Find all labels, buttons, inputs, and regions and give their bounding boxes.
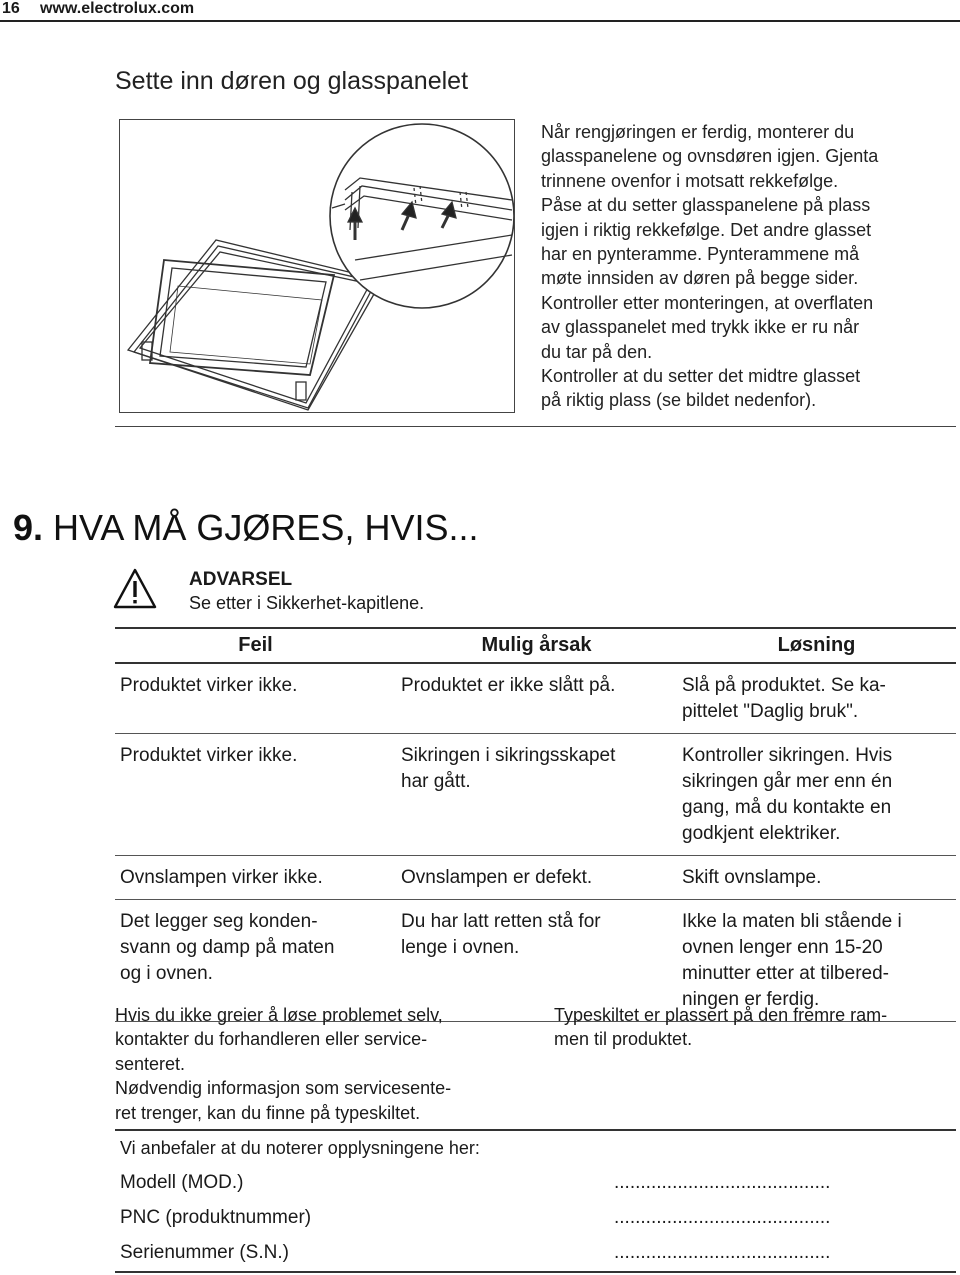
solution-text-line: Slå på produktet. Se ka-	[682, 675, 886, 696]
oven-door-glass-illustration	[119, 119, 515, 413]
intro-text-line: Kontroller at du setter det midtre glasset	[541, 366, 861, 387]
header-divider	[0, 20, 960, 22]
door-diagram-drawing	[120, 120, 514, 412]
intro-text-line: igjen i riktig rekkefølge. Det andre glasset	[541, 219, 872, 240]
intro-text-line: møte innsiden av døren på begge sider.	[541, 268, 859, 289]
rating-plate-text	[554, 1003, 954, 1052]
record-heading: Vi anbefaler at du noterer opplysningene her:	[120, 1138, 480, 1158]
record-box-bottom-rule	[115, 1271, 956, 1273]
intro-text-line: Påse at du setter glasspanelene på plass	[541, 195, 871, 216]
solution-cell	[677, 856, 956, 900]
intro-text-line: av glasspanelet med trykk ikke er ru når	[541, 317, 860, 338]
contact-left-line: Hvis du ikke greier å løse problemet selv,	[115, 1005, 443, 1025]
solution-text-line: godkjent elektriker.	[682, 823, 841, 844]
page-number: 16	[2, 0, 20, 17]
fault-text-line: svann og damp på maten	[120, 937, 335, 958]
contact-left-line: kontakter du forhandleren eller service-	[115, 1029, 428, 1050]
solution-text-line: Ikke la maten bli stående i	[682, 911, 902, 932]
cause-text-line: Sikringen i sikringsskapet	[401, 745, 616, 766]
section-divider	[115, 426, 956, 427]
cause-text-line: Du har latt retten stå for	[401, 911, 601, 932]
cause-text-line: lenge i ovnen.	[401, 937, 520, 958]
intro-text-line: har en pynteramme. Pynterammene må	[541, 244, 860, 265]
record-field-blank: .........................................	[614, 1242, 831, 1263]
fault-cell	[115, 663, 396, 734]
contact-right-line: Typeskiltet er plassert på den fremre ram-	[554, 1005, 888, 1025]
solution-text-line: sikringen går mer enn én	[682, 771, 893, 792]
solution-text-line: pittelet "Daglig bruk".	[682, 701, 859, 722]
solution-text-line: minutter etter at tilbered-	[682, 963, 889, 984]
intro-text-line: glasspanelene og ovnsdøren igjen. Gjenta	[541, 146, 879, 167]
record-field-blank: .........................................	[614, 1172, 831, 1193]
cause-text-line: Ovnslampen er defekt.	[401, 867, 593, 888]
cause-text-line: har gått.	[401, 771, 471, 792]
solution-text-line: Skift ovnslampe.	[682, 867, 822, 888]
cause-text-line: Produktet er ikke slått på.	[401, 675, 616, 696]
warning-triangle-icon	[113, 567, 157, 611]
fault-text-line: Produktet virker ikke.	[120, 675, 298, 696]
table-row	[115, 856, 956, 900]
solution-text-line: gang, må du kontakte en	[682, 797, 892, 818]
solution-cell	[677, 734, 956, 856]
record-field-label: PNC (produktnummer)	[120, 1207, 312, 1228]
column-header-losning: Løsning	[677, 628, 956, 663]
service-contact-text	[115, 1003, 525, 1125]
column-header-feil: Feil	[115, 628, 396, 663]
warning-title: ADVARSEL	[189, 569, 293, 590]
section-title: Sette inn døren og glasspanelet	[115, 67, 469, 95]
table-row	[115, 734, 956, 856]
intro-text-line: Når rengjøringen er ferdig, monterer du	[541, 122, 855, 142]
solution-text-line: Kontroller sikringen. Hvis	[682, 745, 893, 766]
reassembly-instructions	[541, 120, 941, 413]
chapter-number: 9.	[13, 507, 44, 548]
contact-left-line: senteret.	[115, 1053, 186, 1074]
chapter-heading	[13, 507, 478, 549]
fault-text-line: og i ovnen.	[120, 963, 213, 984]
warning-text: Se etter i Sikkerhet-kapitlene.	[189, 593, 425, 613]
intro-text-line: du tar på den.	[541, 341, 653, 362]
cause-cell	[396, 734, 677, 856]
chapter-title: HVA MÅ GJØRES, HVIS...	[53, 507, 479, 548]
fault-text-line: Produktet virker ikke.	[120, 745, 298, 766]
website-url: www.electrolux.com	[40, 0, 195, 17]
contact-right-line: men til produktet.	[554, 1029, 693, 1050]
solution-cell	[677, 663, 956, 734]
intro-text-line: på riktig plass (se bildet nedenfor).	[541, 390, 817, 411]
column-header-arsak: Mulig årsak	[396, 628, 677, 663]
page-header	[0, 0, 960, 22]
fault-text-line: Det legger seg konden-	[120, 911, 318, 932]
cause-cell	[396, 663, 677, 734]
troubleshooting-table	[115, 627, 956, 1022]
fault-text-line: Ovnslampen virker ikke.	[120, 867, 323, 888]
contact-left-line: ret trenger, kan du finne på typeskiltet.	[115, 1102, 421, 1123]
fault-cell	[115, 856, 396, 900]
intro-text-line: Kontroller etter monteringen, at overflaten	[541, 292, 874, 313]
cause-cell	[396, 856, 677, 900]
solution-text-line: ningen er ferdig.	[682, 989, 820, 1010]
intro-text-line: trinnene ovenfor i motsatt rekkefølge.	[541, 170, 839, 191]
record-box-top-rule	[115, 1129, 956, 1131]
fault-cell	[115, 734, 396, 856]
record-field-label: Modell (MOD.)	[120, 1172, 244, 1193]
record-field-blank: .........................................	[614, 1207, 831, 1228]
record-field-label: Serienummer (S.N.)	[120, 1242, 289, 1263]
table-row	[115, 663, 956, 734]
table-header-row	[115, 628, 956, 663]
contact-left-line: Nødvendig informasjon som servicesente-	[115, 1078, 452, 1099]
solution-text-line: ovnen lenger enn 15-20	[682, 937, 883, 958]
